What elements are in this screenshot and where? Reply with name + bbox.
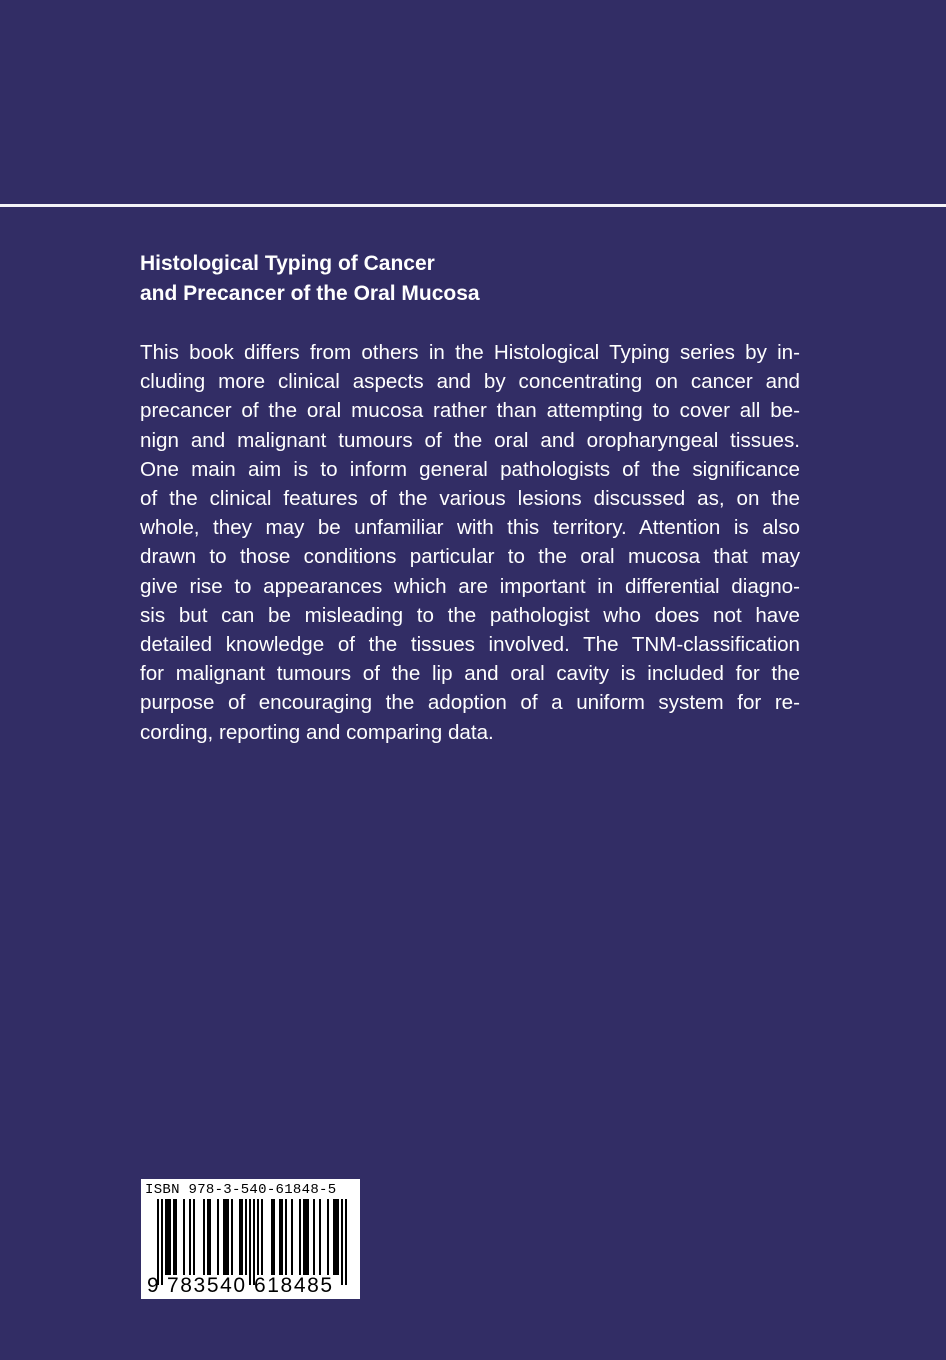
barcode-bar	[271, 1199, 273, 1275]
barcode-bar	[161, 1199, 163, 1285]
barcode-bar	[169, 1199, 171, 1275]
barcode-bar	[305, 1199, 307, 1275]
barcode-bar	[223, 1199, 225, 1275]
barcode-bar	[337, 1199, 339, 1275]
barcode-bar	[341, 1199, 343, 1285]
description-line: sis but can be misleading to the pathologist who does not have	[140, 603, 800, 627]
description-line: One main aim is to inform general pathologists of the significance	[140, 457, 800, 481]
barcode-bar	[249, 1199, 251, 1285]
barcode-bar	[157, 1199, 159, 1285]
description-line: whole, they may be unfamiliar with this territory. Attention is also	[140, 516, 800, 540]
barcode-bar	[257, 1199, 259, 1275]
barcode-bar	[241, 1199, 243, 1275]
description-line: cording, reporting and comparing data.	[140, 720, 494, 744]
barcode-bar	[183, 1199, 185, 1275]
barcode-bar	[299, 1199, 301, 1275]
barcode-bar	[225, 1199, 227, 1275]
description-line: drawn to those conditions particular to the oral mucosa that may	[140, 545, 800, 569]
book-title-line-1: Histological Typing of Cancer	[140, 252, 435, 275]
barcode-bar	[261, 1199, 263, 1275]
barcode-bar	[313, 1199, 315, 1275]
description-line: nign and malignant tumours of the oral and oropharyngeal tissues.	[140, 428, 800, 452]
barcode-bar	[319, 1199, 321, 1275]
barcode-bar	[279, 1199, 281, 1275]
barcode-bar	[273, 1199, 275, 1275]
barcode-bar	[217, 1199, 219, 1275]
horizontal-divider	[0, 204, 946, 207]
barcode-bar	[227, 1199, 229, 1275]
barcode-bar	[189, 1199, 191, 1275]
barcode-bar	[327, 1199, 329, 1275]
barcode-bar	[239, 1199, 241, 1275]
description-line: This book differs from others in the Histological Typing series by in-	[140, 341, 800, 364]
book-title-line-2: and Precancer of the Oral Mucosa	[140, 282, 480, 305]
description-line: detailed knowledge of the tissues involved. The TNM-classification	[140, 633, 800, 657]
description-line: of the clinical features of the various lesions discussed as, on the	[140, 487, 800, 511]
barcode-bar	[333, 1199, 335, 1275]
barcode-bar	[303, 1199, 305, 1275]
barcode-bar	[345, 1199, 347, 1285]
description-line: cluding more clinical aspects and by concentrating on cancer and	[140, 370, 800, 394]
barcode-bar	[253, 1199, 255, 1285]
barcode-bar	[207, 1199, 209, 1275]
barcode-first-digit: 9	[147, 1274, 159, 1297]
description-line: give rise to appearances which are important in differential diagno-	[140, 574, 800, 598]
description-line: purpose of encouraging the adoption of a uniform system for re-	[140, 691, 800, 715]
barcode-bar	[335, 1199, 337, 1275]
barcode-bar	[285, 1199, 287, 1275]
barcode-bar	[203, 1199, 205, 1275]
barcode-bar	[245, 1199, 247, 1275]
book-title	[140, 249, 800, 309]
description-line: precancer of the oral mucosa rather than attempting to cover all be-	[140, 399, 800, 423]
barcode-bar	[175, 1199, 177, 1275]
barcode-bar	[167, 1199, 169, 1275]
barcode-left-digits: 783540	[167, 1274, 247, 1297]
barcode-bar	[231, 1199, 233, 1275]
barcode-digits	[141, 1275, 360, 1297]
barcode-bar	[165, 1199, 167, 1275]
barcode-bar	[291, 1199, 293, 1275]
barcode-right-digits: 618485	[254, 1274, 334, 1297]
barcode-bar	[281, 1199, 283, 1275]
description-line: for malignant tumours of the lip and oral cavity is included for the	[140, 662, 800, 686]
isbn-label: ISBN 978-3-540-61848-5	[145, 1182, 337, 1198]
book-description	[140, 338, 800, 747]
barcode-bar	[307, 1199, 309, 1275]
barcode-bar	[173, 1199, 175, 1275]
barcode-bar	[193, 1199, 195, 1275]
isbn-barcode	[141, 1179, 360, 1299]
barcode-bar	[209, 1199, 211, 1275]
